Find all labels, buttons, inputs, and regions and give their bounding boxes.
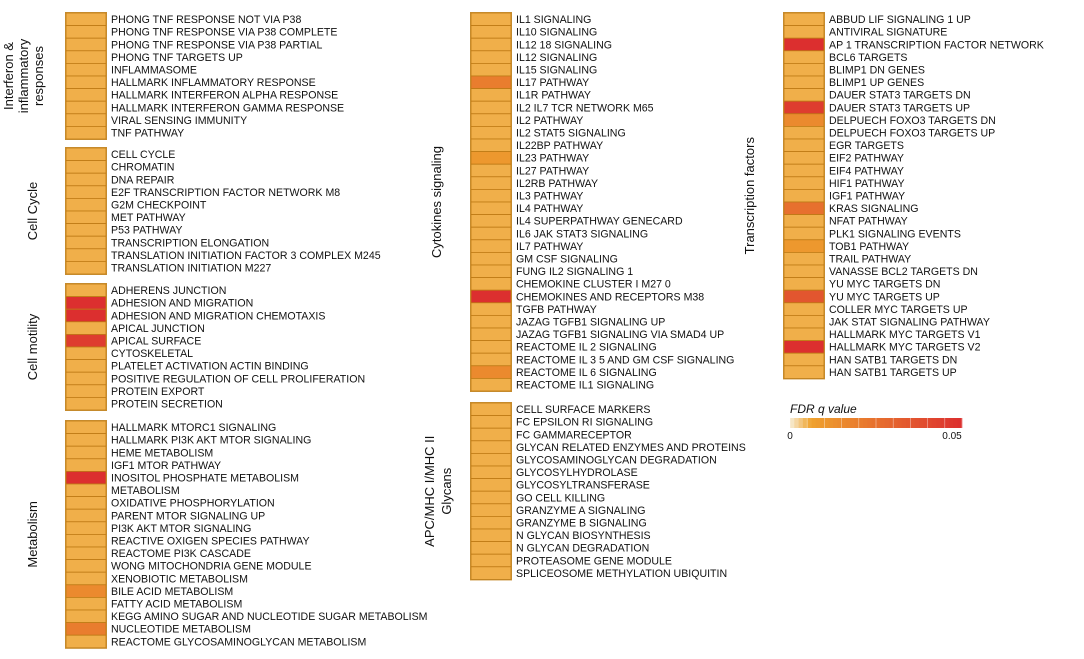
legend-swatch-20	[876, 418, 881, 428]
cell-hallmark-mtorc1-signaling	[66, 421, 106, 434]
row-label-proteasome-gene-module: PROTEASOME GENE MODULE	[516, 555, 672, 568]
row-label-metabolism: METABOLISM	[111, 485, 180, 498]
cell-il27-pathway	[471, 164, 511, 177]
group-label-transcription-factors: Transcription factors	[742, 137, 757, 255]
legend-swatch-18	[867, 418, 872, 428]
cell-glycosaminoglycan-degradation	[471, 453, 511, 466]
row-label-apical-surface: APICAL SURFACE	[111, 335, 202, 348]
row-label-il22bp-pathway: IL22BP PATHWAY	[516, 140, 604, 153]
cell-kras-signaling	[784, 202, 824, 215]
cell-il6-jak-stat3-signaling	[471, 227, 511, 240]
cell-il10-signaling	[471, 26, 511, 39]
legend-swatch-8	[824, 418, 829, 428]
legend-swatch-0	[790, 418, 795, 428]
cell-granzyme-b-signaling	[471, 516, 511, 529]
cell-dauer-stat3-targets-up	[784, 101, 824, 114]
group-label-interferon-inflammatory-responses-line3: responses	[31, 46, 46, 106]
cell-jak-stat-signaling-pathway	[784, 315, 824, 328]
legend-swatch-11	[837, 418, 842, 428]
cell-jazag-tgfb1-signaling-up	[471, 315, 511, 328]
legend-swatch-12	[842, 418, 847, 428]
row-label-e2f-transcription-factor-network-m8: E2F TRANSCRIPTION FACTOR NETWORK M8	[111, 186, 341, 199]
row-label-il12-signaling: IL12 SIGNALING	[516, 51, 598, 64]
cell-e2f-transcription-factor-network-m8	[66, 186, 106, 199]
row-label-ap-1-transcription-factor-network: AP 1 TRANSCRIPTION FACTOR NETWORK	[829, 39, 1044, 52]
row-label-parent-mtor-signaling-up: PARENT MTOR SIGNALING UP	[111, 510, 266, 523]
cell-transcription-elongation	[66, 236, 106, 249]
row-label-il2rb-pathway: IL2RB PATHWAY	[516, 177, 599, 190]
legend-swatch-2	[799, 418, 804, 428]
cell-viral-sensing-immunity	[66, 114, 106, 127]
cell-hif1-pathway	[784, 177, 824, 190]
row-label-il2-il7-tcr-network-m65: IL2 IL7 TCR NETWORK M65	[516, 102, 654, 115]
cell-cytoskeletal	[66, 347, 106, 360]
row-label-reactome-pi3k-cascade: REACTOME PI3K CASCADE	[111, 548, 251, 561]
row-label-il15-signaling: IL15 SIGNALING	[516, 64, 598, 77]
cell-protein-export	[66, 385, 106, 398]
legend-swatch-38	[953, 418, 958, 428]
row-label-hallmark-mtorc1-signaling: HALLMARK MTORC1 SIGNALING	[111, 422, 277, 435]
legend-max-label: 0.05	[942, 431, 962, 442]
row-label-abbud-lif-signaling-1-up: ABBUD LIF SIGNALING 1 UP	[829, 14, 971, 27]
cell-phong-tnf-targets-up	[66, 51, 106, 64]
cell-eif4-pathway	[784, 164, 824, 177]
cell-han-satb1-targets-up	[784, 366, 824, 379]
cell-n-glycan-biosynthesis	[471, 529, 511, 542]
cell-hallmark-inflammatory-response	[66, 76, 106, 89]
row-label-hallmark-inflammatory-response: HALLMARK INFLAMMATORY RESPONSE	[111, 77, 316, 90]
row-label-positive-regulation-of-cell-proliferation: POSITIVE REGULATION OF CELL PROLIFERATION	[111, 373, 366, 386]
legend-swatch-16	[859, 418, 864, 428]
row-label-il23-pathway: IL23 PATHWAY	[516, 152, 590, 165]
row-label-n-glycan-degradation: N GLYCAN DEGRADATION	[516, 542, 650, 555]
row-label-adhesion-and-migration: ADHESION AND MIGRATION	[111, 297, 254, 310]
cell-kegg-amino-sugar-and-nucleotide-sugar-metabolism	[66, 610, 106, 623]
legend-swatch-30	[919, 418, 924, 428]
group-label-interferon-inflammatory-responses-line1: Interferon &	[1, 42, 16, 110]
legend-swatch-33	[932, 418, 937, 428]
group-label-apc-mhc-i-mhc-ii-glycans-line2: Glycans	[439, 467, 454, 515]
cell-han-satb1-targets-dn	[784, 353, 824, 366]
cell-fc-gammareceptor	[471, 428, 511, 441]
row-label-phong-tnf-targets-up: PHONG TNF TARGETS UP	[111, 51, 243, 64]
cell-platelet-activation-actin-binding	[66, 360, 106, 373]
row-label-adherens-junction: ADHERENS JUNCTION	[111, 285, 227, 298]
group-label-metabolism: Metabolism	[25, 501, 40, 568]
row-label-glycosyltransferase: GLYCOSYLTRANSFERASE	[516, 479, 650, 492]
row-label-tnf-pathway: TNF PATHWAY	[111, 127, 185, 140]
legend-swatch-6	[816, 418, 821, 428]
legend-swatch-36	[945, 418, 950, 428]
cell-egr-targets	[784, 139, 824, 152]
cell-reactome-glycosaminoglycan-metabolism	[66, 635, 106, 648]
legend-swatch-17	[863, 418, 868, 428]
cell-delpuech-foxo3-targets-dn	[784, 114, 824, 127]
cell-bile-acid-metabolism	[66, 585, 106, 598]
row-label-spliceosome-methylation-ubiquitin: SPLICEOSOME METHYLATION UBIQUITIN	[516, 567, 728, 580]
row-label-il2-pathway: IL2 PATHWAY	[516, 114, 584, 127]
row-label-kras-signaling: KRAS SIGNALING	[829, 203, 919, 216]
cell-yu-myc-targets-dn	[784, 278, 824, 291]
row-label-delpuech-foxo3-targets-dn: DELPUECH FOXO3 TARGETS DN	[829, 114, 996, 127]
legend-swatch-25	[898, 418, 903, 428]
row-label-platelet-activation-actin-binding: PLATELET ACTIVATION ACTIN BINDING	[111, 360, 309, 373]
cell-il12-18-signaling	[471, 38, 511, 51]
legend-swatch-34	[936, 418, 941, 428]
row-label-viral-sensing-immunity: VIRAL SENSING IMMUNITY	[111, 114, 248, 127]
cell-il2rb-pathway	[471, 177, 511, 190]
cell-translation-initiation-factor-3-complex-m245	[66, 249, 106, 262]
cell-glycosylhydrolase	[471, 466, 511, 479]
cell-pi3k-akt-mtor-signaling	[66, 522, 106, 535]
cell-chromatin	[66, 161, 106, 174]
legend-swatch-15	[855, 418, 860, 428]
legend-swatch-3	[803, 418, 808, 428]
row-label-il2-stat5-signaling: IL2 STAT5 SIGNALING	[516, 127, 626, 140]
row-label-reactome-il1-signaling: REACTOME IL1 SIGNALING	[516, 379, 655, 392]
row-label-kegg-amino-sugar-and-nucleotide-sugar-metabolism: KEGG AMINO SUGAR AND NUCLEOTIDE SUGAR METABOLISM	[111, 611, 428, 624]
row-label-il10-signaling: IL10 SIGNALING	[516, 26, 598, 39]
row-label-il1-signaling: IL1 SIGNALING	[516, 14, 592, 27]
cell-fatty-acid-metabolism	[66, 597, 106, 610]
cell-translation-initiation-m227	[66, 261, 106, 274]
cell-il17-pathway	[471, 76, 511, 89]
row-label-granzyme-a-signaling: GRANZYME A SIGNALING	[516, 504, 646, 517]
row-label-han-satb1-targets-up: HAN SATB1 TARGETS UP	[829, 366, 957, 379]
row-label-trail-pathway: TRAIL PATHWAY	[829, 253, 912, 266]
cell-parent-mtor-signaling-up	[66, 509, 106, 522]
cell-antiviral-signature	[784, 26, 824, 39]
cell-igf1-pathway	[784, 189, 824, 202]
cell-metabolism	[66, 484, 106, 497]
row-label-dna-repair: DNA REPAIR	[111, 174, 175, 187]
row-label-igf1-pathway: IGF1 PATHWAY	[829, 190, 906, 203]
legend-swatch-28	[910, 418, 915, 428]
row-label-il17-pathway: IL17 PATHWAY	[516, 77, 590, 90]
cell-chemokine-cluster-i-m27-0	[471, 278, 511, 291]
legend-swatch-23	[889, 418, 894, 428]
row-label-hallmark-pi3k-akt-mtor-signaling: HALLMARK PI3K AKT MTOR SIGNALING	[111, 434, 312, 447]
cell-reactome-il-6-signaling	[471, 366, 511, 379]
row-label-dauer-stat3-targets-up: DAUER STAT3 TARGETS UP	[829, 102, 971, 115]
cell-yu-myc-targets-up	[784, 290, 824, 303]
row-label-eif4-pathway: EIF4 PATHWAY	[829, 165, 904, 178]
row-label-adhesion-and-migration-chemotaxis: ADHESION AND MIGRATION CHEMOTAXIS	[111, 310, 326, 323]
cell-reactome-il1-signaling	[471, 378, 511, 391]
cell-il4-pathway	[471, 202, 511, 215]
row-label-reactome-il-2-signaling: REACTOME IL 2 SIGNALING	[516, 341, 657, 354]
cell-il15-signaling	[471, 63, 511, 76]
row-label-fung-il2-signaling-1: FUNG IL2 SIGNALING 1	[516, 266, 634, 279]
row-label-apical-junction: APICAL JUNCTION	[111, 322, 205, 335]
group-label-apc-mhc-i-mhc-ii-glycans-line1: APC/MHC I/MHC II	[422, 435, 437, 547]
cell-il12-signaling	[471, 51, 511, 64]
row-label-protein-secretion: PROTEIN SECRETION	[111, 398, 223, 411]
cell-il4-superpathway-genecard	[471, 215, 511, 228]
cell-oxidative-phosphorylation	[66, 497, 106, 510]
cell-cell-surface-markers	[471, 403, 511, 416]
row-label-yu-myc-targets-dn: YU MYC TARGETS DN	[829, 278, 941, 291]
legend-swatch-1	[794, 418, 799, 428]
cell-blimp1-up-genes	[784, 76, 824, 89]
cell-phong-tnf-response-via-p38-partial	[66, 38, 106, 51]
row-label-phong-tnf-response-not-via-p38: PHONG TNF RESPONSE NOT VIA P38	[111, 14, 302, 27]
legend-swatch-5	[812, 418, 817, 428]
row-label-gm-csf-signaling: GM CSF SIGNALING	[516, 253, 618, 266]
cell-nucleotide-metabolism	[66, 623, 106, 636]
cell-tob1-pathway	[784, 240, 824, 253]
cell-il1-signaling	[471, 13, 511, 26]
row-label-blimp1-dn-genes: BLIMP1 DN GENES	[829, 64, 925, 77]
row-label-jak-stat-signaling-pathway: JAK STAT SIGNALING PATHWAY	[829, 316, 990, 329]
row-label-chemokines-and-receptors-m38: CHEMOKINES AND RECEPTORS M38	[516, 291, 705, 304]
row-label-heme-metabolism: HEME METABOLISM	[111, 447, 214, 460]
cell-g2m-checkpoint	[66, 198, 106, 211]
cell-il2-stat5-signaling	[471, 126, 511, 139]
row-label-il7-pathway: IL7 PATHWAY	[516, 240, 584, 253]
cell-eif2-pathway	[784, 152, 824, 165]
cell-phong-tnf-response-via-p38-complete	[66, 26, 106, 39]
legend-swatch-13	[846, 418, 851, 428]
row-label-go-cell-killing: GO CELL KILLING	[516, 492, 606, 505]
row-label-p53-pathway: P53 PATHWAY	[111, 224, 183, 237]
cell-hallmark-myc-targets-v1	[784, 328, 824, 341]
cell-inositol-phosphate-metabolism	[66, 471, 106, 484]
row-label-plk1-signaling-events: PLK1 SIGNALING EVENTS	[829, 228, 961, 241]
row-label-hallmark-myc-targets-v1: HALLMARK MYC TARGETS V1	[829, 329, 981, 342]
cell-reactome-il-3-5-and-gm-csf-signaling	[471, 353, 511, 366]
row-label-hallmark-interferon-gamma-response: HALLMARK INTERFERON GAMMA RESPONSE	[111, 102, 345, 115]
legend-swatch-24	[893, 418, 898, 428]
cell-reactome-pi3k-cascade	[66, 547, 106, 560]
cell-ap-1-transcription-factor-network	[784, 38, 824, 51]
row-label-il12-18-signaling: IL12 18 SIGNALING	[516, 39, 612, 52]
legend-swatch-21	[880, 418, 885, 428]
cell-abbud-lif-signaling-1-up	[784, 13, 824, 26]
cell-adherens-junction	[66, 284, 106, 297]
row-label-jazag-tgfb1-signaling-via-smad4-up: JAZAG TGFB1 SIGNALING VIA SMAD4 UP	[516, 329, 725, 342]
row-label-translation-initiation-factor-3-complex-m245: TRANSLATION INITIATION FACTOR 3 COMPLEX M245	[111, 249, 381, 262]
cell-positive-regulation-of-cell-proliferation	[66, 372, 106, 385]
cell-tnf-pathway	[66, 126, 106, 139]
row-label-il3-pathway: IL3 PATHWAY	[516, 190, 584, 203]
row-label-pi3k-akt-mtor-signaling: PI3K AKT MTOR SIGNALING	[111, 522, 252, 535]
cell-fung-il2-signaling-1	[471, 265, 511, 278]
cell-dna-repair	[66, 173, 106, 186]
cell-proteasome-gene-module	[471, 554, 511, 567]
group-label-cell-cycle: Cell Cycle	[25, 181, 40, 241]
cell-plk1-signaling-events	[784, 227, 824, 240]
row-label-delpuech-foxo3-targets-up: DELPUECH FOXO3 TARGETS UP	[829, 127, 996, 140]
row-label-n-glycan-biosynthesis: N GLYCAN BIOSYNTHESIS	[516, 530, 651, 543]
row-label-reactome-il-6-signaling: REACTOME IL 6 SIGNALING	[516, 366, 657, 379]
cell-hallmark-pi3k-akt-mtor-signaling	[66, 434, 106, 447]
cell-trail-pathway	[784, 252, 824, 265]
row-label-reactome-il-3-5-and-gm-csf-signaling: REACTOME IL 3 5 AND GM CSF SIGNALING	[516, 354, 735, 367]
row-label-il6-jak-stat3-signaling: IL6 JAK STAT3 SIGNALING	[516, 228, 649, 241]
cell-phong-tnf-response-not-via-p38	[66, 13, 106, 26]
row-label-il1r-pathway: IL1R PATHWAY	[516, 89, 591, 102]
row-label-egr-targets: EGR TARGETS	[829, 140, 904, 153]
cell-reactive-oxigen-species-pathway	[66, 534, 106, 547]
cell-delpuech-foxo3-targets-up	[784, 126, 824, 139]
cell-reactome-il-2-signaling	[471, 341, 511, 354]
row-label-tgfb-pathway: TGFB PATHWAY	[516, 303, 597, 316]
row-label-il4-pathway: IL4 PATHWAY	[516, 203, 584, 216]
row-label-jazag-tgfb1-signaling-up: JAZAG TGFB1 SIGNALING UP	[516, 316, 666, 329]
cell-adhesion-and-migration	[66, 297, 106, 310]
row-label-vanasse-bcl2-targets-dn: VANASSE BCL2 TARGETS DN	[829, 266, 978, 279]
row-label-cell-cycle: CELL CYCLE	[111, 149, 176, 162]
cell-fc-epsilon-ri-signaling	[471, 416, 511, 429]
row-label-phong-tnf-response-via-p38-partial: PHONG TNF RESPONSE VIA P38 PARTIAL	[111, 39, 323, 52]
row-label-cytoskeletal: CYTOSKELETAL	[111, 348, 194, 361]
cell-glycan-related-enzymes-and-proteins	[471, 441, 511, 454]
row-label-antiviral-signature: ANTIVIRAL SIGNATURE	[829, 26, 948, 39]
row-label-chromatin: CHROMATIN	[111, 161, 175, 174]
cell-il3-pathway	[471, 189, 511, 202]
cell-glycosyltransferase	[471, 479, 511, 492]
row-label-inflammasome: INFLAMMASOME	[111, 64, 197, 77]
cell-spliceosome-methylation-ubiquitin	[471, 567, 511, 580]
row-label-glycosaminoglycan-degradation: GLYCOSAMINOGLYCAN DEGRADATION	[516, 454, 717, 467]
cell-cell-cycle	[66, 148, 106, 161]
legend-min-label: 0	[787, 431, 793, 442]
cell-il23-pathway	[471, 152, 511, 165]
row-label-eif2-pathway: EIF2 PATHWAY	[829, 152, 904, 165]
row-label-il27-pathway: IL27 PATHWAY	[516, 165, 590, 178]
cell-apical-surface	[66, 334, 106, 347]
row-label-bcl6-targets: BCL6 TARGETS	[829, 51, 908, 64]
cell-hallmark-myc-targets-v2	[784, 341, 824, 354]
legend-swatch-4	[807, 418, 812, 428]
row-label-fatty-acid-metabolism: FATTY ACID METABOLISM	[111, 598, 243, 611]
legend-swatch-31	[923, 418, 928, 428]
legend-swatch-14	[850, 418, 855, 428]
cell-jazag-tgfb1-signaling-via-smad4-up	[471, 328, 511, 341]
row-label-met-pathway: MET PATHWAY	[111, 212, 186, 225]
row-label-fc-gammareceptor: FC GAMMARECEPTOR	[516, 429, 632, 442]
cell-inflammasome	[66, 63, 106, 76]
row-label-translation-initiation-m227: TRANSLATION INITIATION M227	[111, 262, 272, 275]
cell-adhesion-and-migration-chemotaxis	[66, 309, 106, 322]
cell-p53-pathway	[66, 224, 106, 237]
cell-wong-mitochondria-gene-module	[66, 560, 106, 573]
row-label-chemokine-cluster-i-m27-0: CHEMOKINE CLUSTER I M27 0	[516, 278, 671, 291]
row-label-wong-mitochondria-gene-module: WONG MITOCHONDRIA GENE MODULE	[111, 560, 312, 573]
cell-coller-myc-targets-up	[784, 303, 824, 316]
legend-swatch-35	[941, 418, 946, 428]
legend-swatch-39	[958, 418, 963, 428]
legend-swatch-19	[872, 418, 877, 428]
cell-il2-pathway	[471, 114, 511, 127]
row-label-xenobiotic-metabolism: XENOBIOTIC METABOLISM	[111, 573, 248, 586]
row-label-protein-export: PROTEIN EXPORT	[111, 385, 205, 398]
row-label-tob1-pathway: TOB1 PATHWAY	[829, 240, 910, 253]
row-label-granzyme-b-signaling: GRANZYME B SIGNALING	[516, 517, 647, 530]
cell-dauer-stat3-targets-dn	[784, 89, 824, 102]
legend-swatch-10	[833, 418, 838, 428]
cell-gm-csf-signaling	[471, 252, 511, 265]
legend-swatch-7	[820, 418, 825, 428]
row-label-hif1-pathway: HIF1 PATHWAY	[829, 177, 905, 190]
cell-il22bp-pathway	[471, 139, 511, 152]
row-label-nfat-pathway: NFAT PATHWAY	[829, 215, 908, 228]
row-label-yu-myc-targets-up: YU MYC TARGETS UP	[829, 291, 940, 304]
legend-swatch-22	[885, 418, 890, 428]
row-label-coller-myc-targets-up: COLLER MYC TARGETS UP	[829, 303, 968, 316]
row-label-transcription-elongation: TRANSCRIPTION ELONGATION	[111, 237, 270, 250]
row-label-dauer-stat3-targets-dn: DAUER STAT3 TARGETS DN	[829, 89, 971, 102]
legend-swatch-27	[906, 418, 911, 428]
cell-hallmark-interferon-alpha-response	[66, 89, 106, 102]
group-label-interferon-inflammatory-responses-line2: inflammatory	[16, 38, 31, 114]
cell-chemokines-and-receptors-m38	[471, 290, 511, 303]
cell-tgfb-pathway	[471, 303, 511, 316]
cell-protein-secretion	[66, 397, 106, 410]
row-label-cell-surface-markers: CELL SURFACE MARKERS	[516, 404, 651, 417]
row-label-phong-tnf-response-via-p38-complete: PHONG TNF RESPONSE VIA P38 COMPLETE	[111, 26, 338, 39]
row-label-fc-epsilon-ri-signaling: FC EPSILON RI SIGNALING	[516, 416, 654, 429]
group-label-cell-motility: Cell motility	[25, 313, 40, 381]
row-label-igf1-mtor-pathway: IGF1 MTOR PATHWAY	[111, 459, 222, 472]
cell-il2-il7-tcr-network-m65	[471, 101, 511, 114]
row-label-glycan-related-enzymes-and-proteins: GLYCAN RELATED ENZYMES AND PROTEINS	[516, 441, 746, 454]
row-label-bile-acid-metabolism: BILE ACID METABOLISM	[111, 585, 234, 598]
row-label-reactive-oxigen-species-pathway: REACTIVE OXIGEN SPECIES PATHWAY	[111, 535, 310, 548]
legend-title: FDR q value	[790, 402, 857, 416]
legend-swatch-9	[829, 418, 834, 428]
row-label-inositol-phosphate-metabolism: INOSITOL PHOSPHATE METABOLISM	[111, 472, 299, 485]
legend-swatch-37	[949, 418, 954, 428]
cell-granzyme-a-signaling	[471, 504, 511, 517]
row-label-g2m-checkpoint: G2M CHECKPOINT	[111, 199, 207, 212]
legend-swatch-26	[902, 418, 907, 428]
cell-heme-metabolism	[66, 446, 106, 459]
cell-nfat-pathway	[784, 215, 824, 228]
row-label-blimp1-up-genes: BLIMP1 UP GENES	[829, 77, 925, 90]
legend-swatch-29	[915, 418, 920, 428]
cell-il7-pathway	[471, 240, 511, 253]
row-label-glycosylhydrolase: GLYCOSYLHYDROLASE	[516, 467, 638, 480]
row-label-oxidative-phosphorylation: OXIDATIVE PHOSPHORYLATION	[111, 497, 275, 510]
cell-hallmark-interferon-gamma-response	[66, 101, 106, 114]
cell-n-glycan-degradation	[471, 542, 511, 555]
cell-met-pathway	[66, 211, 106, 224]
row-label-nucleotide-metabolism: NUCLEOTIDE METABOLISM	[111, 623, 251, 636]
row-label-han-satb1-targets-dn: HAN SATB1 TARGETS DN	[829, 354, 958, 367]
cell-vanasse-bcl2-targets-dn	[784, 265, 824, 278]
cell-bcl6-targets	[784, 51, 824, 64]
cell-blimp1-dn-genes	[784, 63, 824, 76]
cell-apical-junction	[66, 322, 106, 335]
legend-swatch-32	[928, 418, 933, 428]
cell-igf1-mtor-pathway	[66, 459, 106, 472]
row-label-il4-superpathway-genecard: IL4 SUPERPATHWAY GENECARD	[516, 215, 683, 228]
group-label-cytokines-signaling: Cytokines signaling	[429, 145, 444, 259]
row-label-hallmark-interferon-alpha-response: HALLMARK INTERFERON ALPHA RESPONSE	[111, 89, 339, 102]
row-label-reactome-glycosaminoglycan-metabolism: REACTOME GLYCOSAMINOGLYCAN METABOLISM	[111, 636, 367, 649]
cell-xenobiotic-metabolism	[66, 572, 106, 585]
cell-il1r-pathway	[471, 89, 511, 102]
row-label-hallmark-myc-targets-v2: HALLMARK MYC TARGETS V2	[829, 341, 981, 354]
cell-go-cell-killing	[471, 491, 511, 504]
